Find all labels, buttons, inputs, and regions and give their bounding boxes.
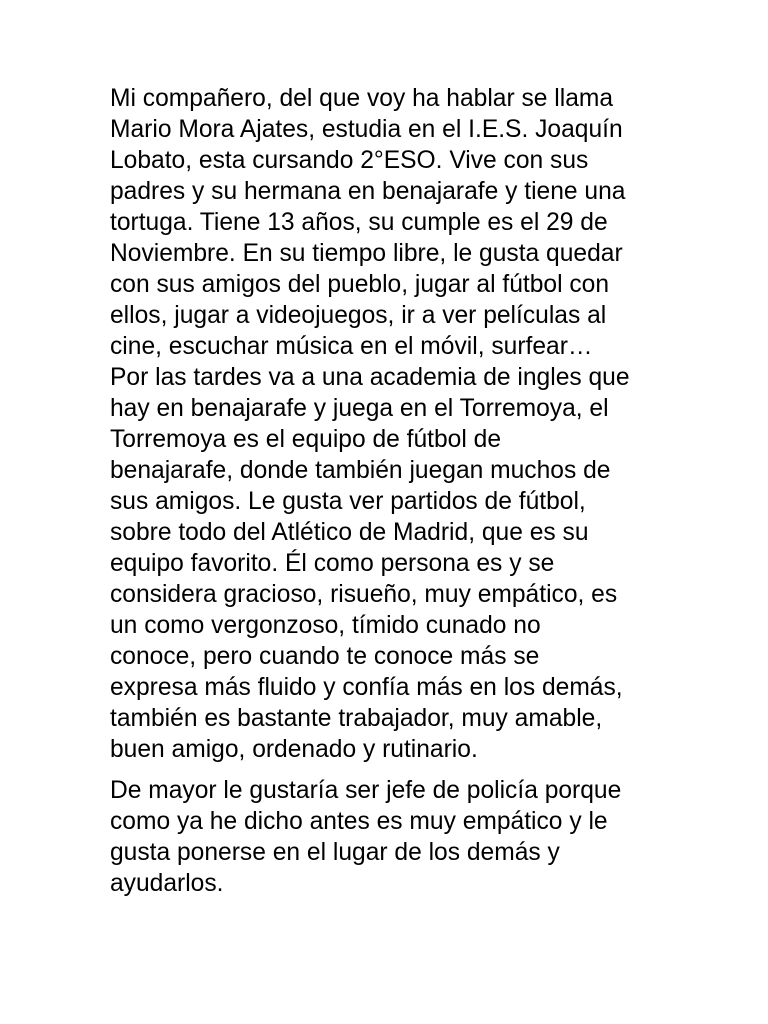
text-line: sobre todo del Atlético de Madrid, que es su (110, 519, 589, 546)
text-line: De mayor le gustaría ser jefe de policía porque (110, 777, 622, 804)
text-line: Mi compañero, del que voy ha hablar se llama (110, 85, 614, 112)
document-body (110, 83, 670, 899)
paragraph-2 (110, 775, 670, 899)
text-line: como ya he dicho antes es muy empático y le (110, 808, 608, 835)
text-line: un como vergonzoso, tímido cunado no (110, 612, 541, 639)
text-line: expresa más fluido y confía más en los demás, (110, 674, 623, 701)
text-line: Lobato, esta cursando 2°ESO. Vive con sus (110, 147, 589, 174)
text-line: tortuga. Tiene 13 años, su cumple es el 29 de (110, 209, 608, 236)
text-line: también es bastante trabajador, muy amable, (110, 705, 603, 732)
text-line: benajarafe, donde también juegan muchos de (110, 457, 611, 484)
text-line: Torremoya es el equipo de fútbol de (110, 426, 502, 453)
text-line: equipo favorito. Él como persona es y se (110, 550, 555, 577)
text-line: considera gracioso, risueño, muy empático, es (110, 581, 618, 608)
text-line: hay en benajarafe y juega en el Torremoya, el (110, 395, 609, 422)
text-line: buen amigo, ordenado y rutinario. (110, 736, 478, 763)
text-line: Noviembre. En su tiempo libre, le gusta quedar (110, 240, 623, 267)
paragraph-1 (110, 83, 670, 765)
text-line: ellos, jugar a videojuegos, ir a ver películas al (110, 302, 607, 329)
text-line: cine, escuchar música en el móvil, surfear… (110, 333, 593, 360)
text-line: Por las tardes va a una academia de ingles que (110, 364, 630, 391)
text-line: ayudarlos. (110, 870, 224, 897)
text-line: gusta ponerse en el lugar de los demás y (110, 839, 560, 866)
text-line: sus amigos. Le gusta ver partidos de fútbol, (110, 488, 586, 515)
text-line: Mario Mora Ajates, estudia en el I.E.S. Joaquín (110, 116, 623, 143)
text-line: padres y su hermana en benajarafe y tiene una (110, 178, 626, 205)
text-line: conoce, pero cuando te conoce más se (110, 643, 540, 670)
text-line: con sus amigos del pueblo, jugar al fútbol con (110, 271, 610, 298)
